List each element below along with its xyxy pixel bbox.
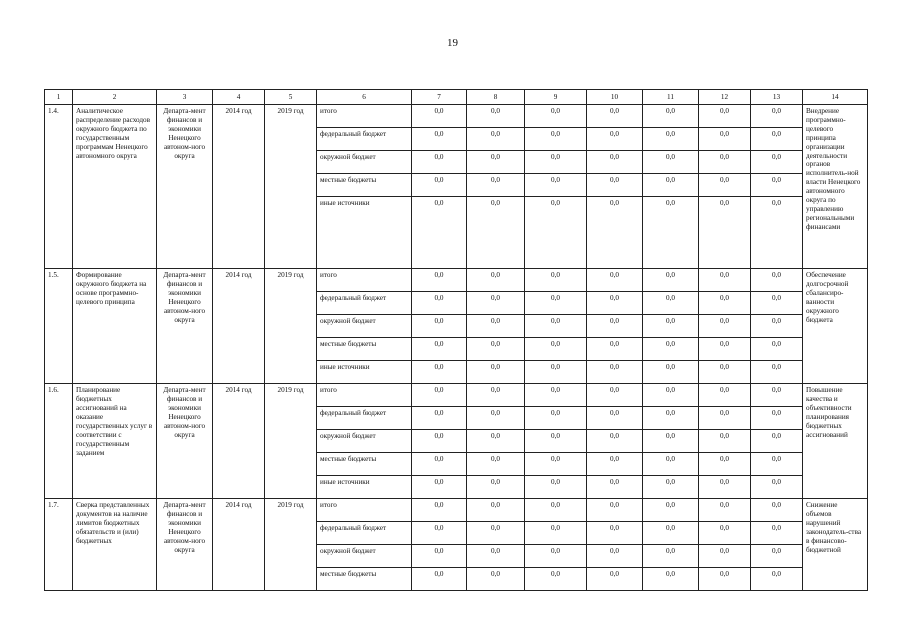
funding-value: 0,0	[412, 499, 467, 522]
funding-source: иные источники	[317, 476, 412, 499]
funding-value: 0,0	[751, 315, 803, 338]
measure-name: Сверка представленных документов на наличие лимитов бюджетных обязательств и (или) бюджетных	[73, 499, 157, 591]
funding-value: 0,0	[525, 499, 587, 522]
measure-number: 1.7.	[45, 499, 73, 591]
funding-value: 0,0	[699, 315, 751, 338]
funding-source: местные бюджеты	[317, 338, 412, 361]
funding-value: 0,0	[751, 269, 803, 292]
expected-result: Повышение качества и объективности планирования бюджетных ассигнований	[803, 384, 868, 499]
measure-executor: Департа-мент финансов и экономики Ненецкого автоном-ного округа	[157, 499, 213, 591]
funding-value: 0,0	[751, 174, 803, 197]
funding-value: 0,0	[587, 522, 643, 545]
funding-value: 0,0	[525, 269, 587, 292]
funding-value: 0,0	[412, 197, 467, 269]
funding-value: 0,0	[643, 476, 699, 499]
funding-value: 0,0	[525, 292, 587, 315]
measure-start-year: 2014 год	[213, 384, 265, 499]
funding-value: 0,0	[587, 269, 643, 292]
funding-value: 0,0	[751, 522, 803, 545]
funding-value: 0,0	[587, 151, 643, 174]
funding-value: 0,0	[525, 197, 587, 269]
funding-value: 0,0	[467, 407, 525, 430]
column-header: 7	[412, 90, 467, 105]
funding-source: федеральный бюджет	[317, 407, 412, 430]
expected-result: Снижение объемов нарушений законодатель-ства в финансово-бюджетной	[803, 499, 868, 591]
measure-executor: Департа-мент финансов и экономики Ненецкого автоном-ного округа	[157, 384, 213, 499]
column-header: 14	[803, 90, 868, 105]
funding-value: 0,0	[643, 197, 699, 269]
funding-source: окружной бюджет	[317, 315, 412, 338]
column-header: 6	[317, 90, 412, 105]
funding-value: 0,0	[699, 476, 751, 499]
funding-value: 0,0	[525, 361, 587, 384]
funding-source: местные бюджеты	[317, 568, 412, 591]
table-row	[45, 384, 868, 407]
funding-value: 0,0	[412, 174, 467, 197]
funding-value: 0,0	[412, 453, 467, 476]
funding-value: 0,0	[751, 384, 803, 407]
funding-value: 0,0	[643, 545, 699, 568]
funding-value: 0,0	[587, 197, 643, 269]
funding-value: 0,0	[643, 407, 699, 430]
funding-value: 0,0	[467, 151, 525, 174]
funding-value: 0,0	[699, 545, 751, 568]
funding-value: 0,0	[525, 151, 587, 174]
funding-value: 0,0	[467, 476, 525, 499]
funding-value: 0,0	[587, 545, 643, 568]
funding-source: иные источники	[317, 197, 412, 269]
funding-source: окружной бюджет	[317, 151, 412, 174]
funding-value: 0,0	[699, 568, 751, 591]
funding-value: 0,0	[587, 430, 643, 453]
column-number-row	[45, 90, 868, 105]
funding-value: 0,0	[751, 338, 803, 361]
funding-value: 0,0	[467, 499, 525, 522]
column-header: 4	[213, 90, 265, 105]
funding-value: 0,0	[467, 545, 525, 568]
funding-value: 0,0	[643, 384, 699, 407]
funding-value: 0,0	[467, 315, 525, 338]
funding-value: 0,0	[412, 151, 467, 174]
funding-value: 0,0	[699, 338, 751, 361]
funding-value: 0,0	[467, 292, 525, 315]
funding-value: 0,0	[525, 128, 587, 151]
column-header: 1	[45, 90, 73, 105]
funding-value: 0,0	[467, 361, 525, 384]
column-header: 5	[265, 90, 317, 105]
funding-value: 0,0	[412, 105, 467, 128]
funding-value: 0,0	[412, 568, 467, 591]
funding-value: 0,0	[699, 453, 751, 476]
funding-value: 0,0	[467, 269, 525, 292]
funding-value: 0,0	[751, 361, 803, 384]
funding-value: 0,0	[699, 197, 751, 269]
funding-value: 0,0	[699, 151, 751, 174]
funding-value: 0,0	[699, 105, 751, 128]
funding-value: 0,0	[751, 430, 803, 453]
funding-value: 0,0	[751, 128, 803, 151]
funding-value: 0,0	[587, 384, 643, 407]
funding-value: 0,0	[751, 151, 803, 174]
funding-value: 0,0	[467, 197, 525, 269]
funding-value: 0,0	[412, 430, 467, 453]
funding-value: 0,0	[751, 476, 803, 499]
measure-number: 1.5.	[45, 269, 73, 384]
expected-result: Обеспечение долгосрочной сбалансиро-ванности окружного бюджета	[803, 269, 868, 384]
funding-value: 0,0	[467, 174, 525, 197]
funding-value: 0,0	[525, 568, 587, 591]
column-header: 8	[467, 90, 525, 105]
funding-value: 0,0	[525, 430, 587, 453]
funding-value: 0,0	[699, 174, 751, 197]
funding-value: 0,0	[412, 476, 467, 499]
column-header: 9	[525, 90, 587, 105]
funding-value: 0,0	[751, 453, 803, 476]
measure-executor: Департа-мент финансов и экономики Ненецкого автоном-ного округа	[157, 269, 213, 384]
column-header: 11	[643, 90, 699, 105]
funding-value: 0,0	[699, 407, 751, 430]
measure-number: 1.6.	[45, 384, 73, 499]
measure-number: 1.4.	[45, 105, 73, 269]
measure-end-year: 2019 год	[265, 105, 317, 269]
funding-value: 0,0	[751, 499, 803, 522]
funding-value: 0,0	[587, 453, 643, 476]
funding-value: 0,0	[643, 105, 699, 128]
funding-source: местные бюджеты	[317, 453, 412, 476]
funding-value: 0,0	[643, 499, 699, 522]
funding-value: 0,0	[699, 499, 751, 522]
funding-value: 0,0	[412, 522, 467, 545]
funding-value: 0,0	[467, 384, 525, 407]
funding-value: 0,0	[751, 407, 803, 430]
funding-value: 0,0	[525, 407, 587, 430]
expected-result: Внедрение программно-целевого принципа организации деятельности органов исполнитель-ной власти Ненецкого автономного округа по управлению региональными финансами	[803, 105, 868, 269]
funding-value: 0,0	[751, 545, 803, 568]
page-number: 19	[447, 37, 458, 49]
funding-value: 0,0	[699, 269, 751, 292]
funding-value: 0,0	[525, 545, 587, 568]
funding-value: 0,0	[699, 128, 751, 151]
funding-value: 0,0	[412, 269, 467, 292]
column-header: 13	[751, 90, 803, 105]
funding-source: иные источники	[317, 361, 412, 384]
funding-value: 0,0	[467, 430, 525, 453]
funding-value: 0,0	[412, 361, 467, 384]
funding-value: 0,0	[467, 453, 525, 476]
funding-value: 0,0	[643, 151, 699, 174]
funding-source: окружной бюджет	[317, 545, 412, 568]
measure-executor: Департа-мент финансов и экономики Ненецкого автоном-ного округа	[157, 105, 213, 269]
table-row	[45, 269, 868, 292]
funding-value: 0,0	[467, 568, 525, 591]
funding-value: 0,0	[587, 174, 643, 197]
funding-value: 0,0	[751, 105, 803, 128]
measure-end-year: 2019 год	[265, 499, 317, 591]
measure-end-year: 2019 год	[265, 269, 317, 384]
funding-value: 0,0	[643, 361, 699, 384]
funding-source: местные бюджеты	[317, 174, 412, 197]
funding-value: 0,0	[643, 292, 699, 315]
funding-value: 0,0	[587, 499, 643, 522]
measure-start-year: 2014 год	[213, 499, 265, 591]
funding-source: итого	[317, 105, 412, 128]
funding-value: 0,0	[699, 361, 751, 384]
funding-value: 0,0	[467, 128, 525, 151]
table-row	[45, 499, 868, 522]
funding-value: 0,0	[525, 453, 587, 476]
funding-value: 0,0	[525, 522, 587, 545]
funding-value: 0,0	[412, 292, 467, 315]
funding-value: 0,0	[699, 292, 751, 315]
funding-value: 0,0	[525, 384, 587, 407]
funding-value: 0,0	[525, 476, 587, 499]
funding-value: 0,0	[412, 338, 467, 361]
funding-value: 0,0	[587, 292, 643, 315]
funding-value: 0,0	[751, 568, 803, 591]
funding-source: федеральный бюджет	[317, 522, 412, 545]
funding-source: федеральный бюджет	[317, 292, 412, 315]
column-header: 2	[73, 90, 157, 105]
funding-value: 0,0	[643, 174, 699, 197]
measure-start-year: 2014 год	[213, 105, 265, 269]
funding-value: 0,0	[643, 128, 699, 151]
program-table	[44, 89, 868, 591]
funding-value: 0,0	[699, 430, 751, 453]
funding-value: 0,0	[643, 453, 699, 476]
funding-source: федеральный бюджет	[317, 128, 412, 151]
funding-value: 0,0	[751, 292, 803, 315]
funding-value: 0,0	[412, 128, 467, 151]
funding-source: окружной бюджет	[317, 430, 412, 453]
funding-value: 0,0	[412, 384, 467, 407]
funding-value: 0,0	[643, 315, 699, 338]
column-header: 10	[587, 90, 643, 105]
funding-value: 0,0	[699, 384, 751, 407]
funding-value: 0,0	[751, 197, 803, 269]
funding-value: 0,0	[467, 522, 525, 545]
funding-value: 0,0	[587, 476, 643, 499]
measure-start-year: 2014 год	[213, 269, 265, 384]
funding-value: 0,0	[643, 568, 699, 591]
funding-value: 0,0	[587, 407, 643, 430]
funding-value: 0,0	[643, 338, 699, 361]
funding-value: 0,0	[643, 522, 699, 545]
funding-value: 0,0	[587, 361, 643, 384]
funding-value: 0,0	[643, 269, 699, 292]
funding-source: итого	[317, 499, 412, 522]
funding-value: 0,0	[525, 338, 587, 361]
funding-value: 0,0	[587, 568, 643, 591]
funding-value: 0,0	[587, 338, 643, 361]
funding-value: 0,0	[525, 105, 587, 128]
column-header: 3	[157, 90, 213, 105]
funding-value: 0,0	[643, 430, 699, 453]
funding-value: 0,0	[587, 128, 643, 151]
table-row	[45, 105, 868, 128]
funding-value: 0,0	[412, 407, 467, 430]
funding-value: 0,0	[467, 105, 525, 128]
funding-source: итого	[317, 269, 412, 292]
funding-value: 0,0	[412, 315, 467, 338]
funding-value: 0,0	[699, 522, 751, 545]
measure-name: Планирование бюджетных ассигнований на оказание государственных услуг в соответствии с государственным заданием	[73, 384, 157, 499]
measure-name: Аналитическое распределение расходов окружного бюджета по государственным программам Ненецкого автономного округа	[73, 105, 157, 269]
measure-name: Формирование окружного бюджета на основе программно-целевого принципа	[73, 269, 157, 384]
funding-value: 0,0	[587, 315, 643, 338]
column-header: 12	[699, 90, 751, 105]
funding-value: 0,0	[467, 338, 525, 361]
funding-value: 0,0	[587, 105, 643, 128]
funding-value: 0,0	[412, 545, 467, 568]
funding-value: 0,0	[525, 315, 587, 338]
measure-end-year: 2019 год	[265, 384, 317, 499]
funding-source: итого	[317, 384, 412, 407]
funding-value: 0,0	[525, 174, 587, 197]
